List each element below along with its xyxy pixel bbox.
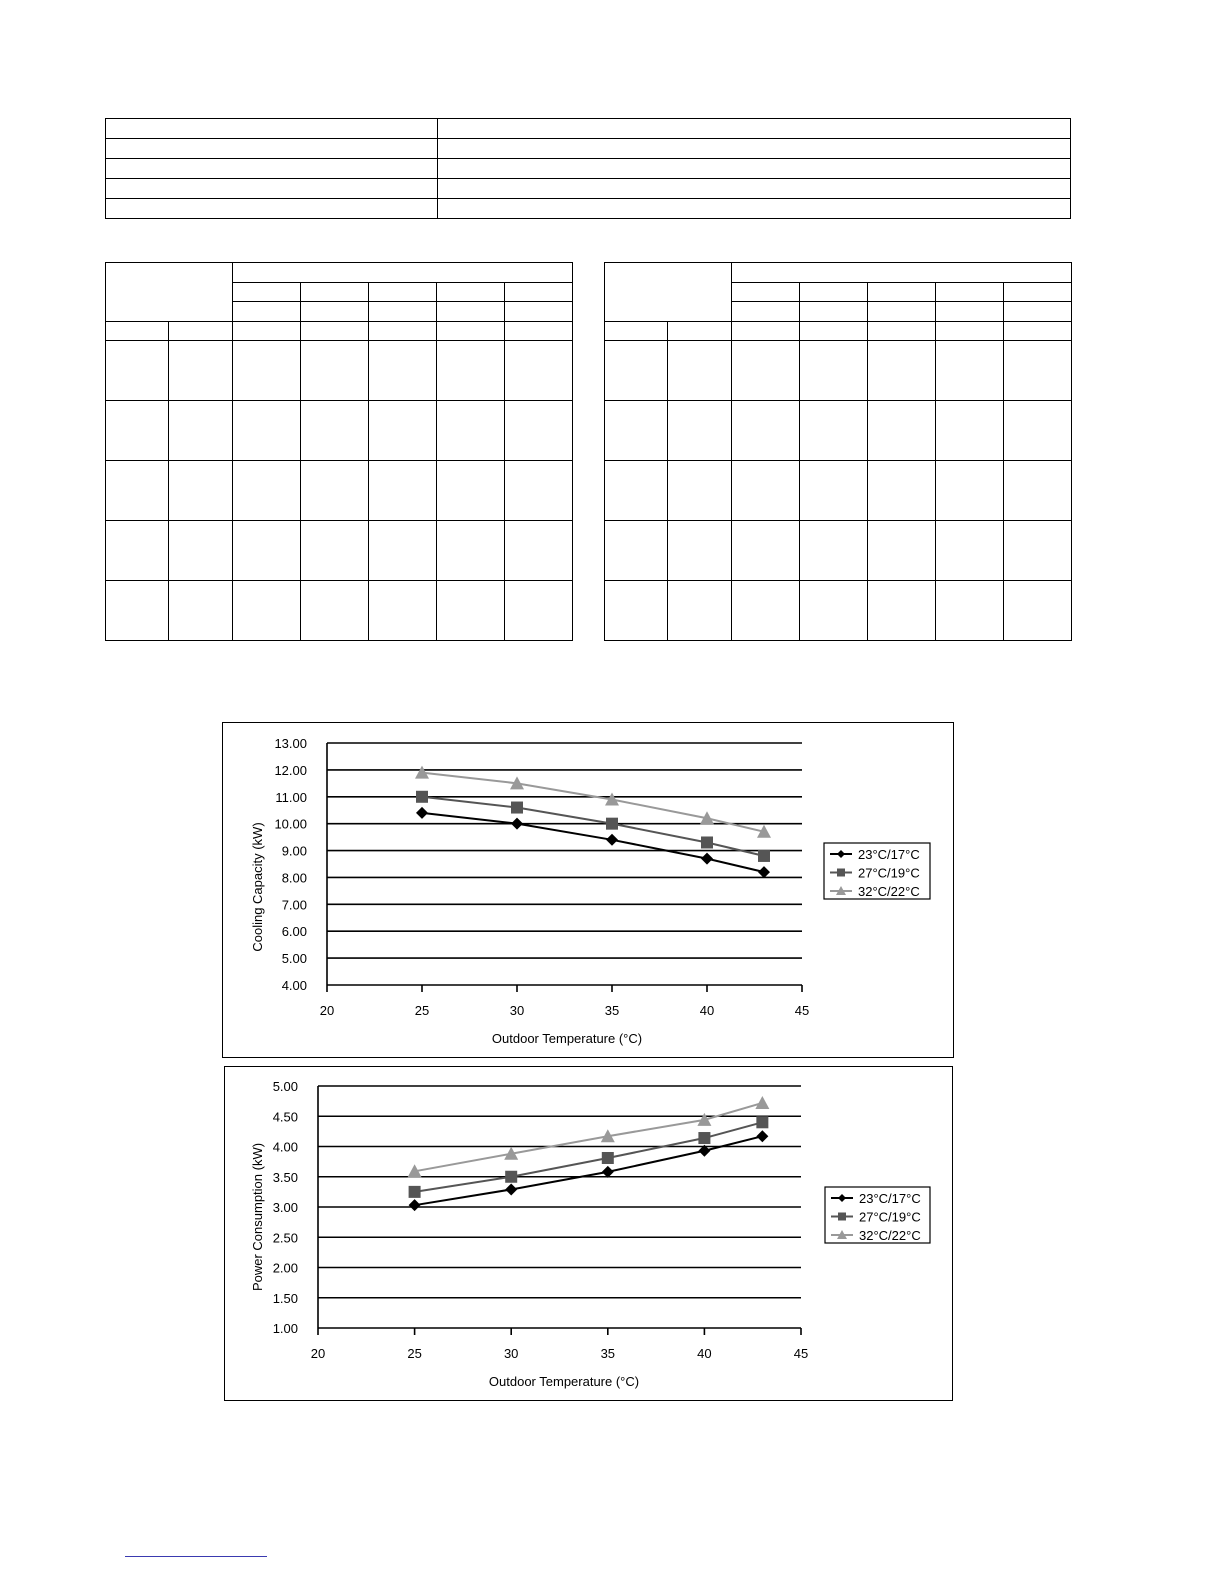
table-cell xyxy=(505,521,573,581)
data-point xyxy=(701,853,713,865)
power-consumption-plot xyxy=(225,1067,952,1400)
y-tick-label: 13.00 xyxy=(274,736,307,751)
x-tick-label: 25 xyxy=(414,1003,430,1018)
table-cell xyxy=(605,581,668,641)
table-cell xyxy=(732,461,800,521)
data-point xyxy=(606,834,618,846)
x-tick-label: 35 xyxy=(600,1346,616,1361)
y-axis-label: Cooling Capacity (kW) xyxy=(250,822,265,952)
table-cell xyxy=(868,581,936,641)
x-tick-label: 45 xyxy=(794,1003,810,1018)
table-cell xyxy=(106,401,169,461)
table-cell xyxy=(438,119,1071,139)
cooling-capacity-chart xyxy=(222,722,954,1058)
performance-table-right xyxy=(604,262,1072,641)
y-tick-label: 12.00 xyxy=(274,762,307,778)
table-row xyxy=(106,199,1071,219)
table-cell xyxy=(800,461,868,521)
table-cell xyxy=(369,341,437,401)
table-cell xyxy=(369,302,437,322)
power-consumption-chart xyxy=(224,1066,953,1401)
table-cell xyxy=(437,341,505,401)
legend-label: 27°C/19°C xyxy=(858,865,920,881)
table-cell xyxy=(169,521,233,581)
x-tick-label: 30 xyxy=(509,1003,525,1018)
table-cell xyxy=(800,302,868,322)
spec-table xyxy=(105,118,1071,219)
table-cell xyxy=(505,581,573,641)
legend-label: 23°C/17°C xyxy=(859,1191,921,1206)
table-cell xyxy=(668,521,732,581)
table-cell xyxy=(169,461,233,521)
table-row xyxy=(106,461,573,521)
y-tick-label: 8.00 xyxy=(281,870,307,886)
y-tick-label: 5.00 xyxy=(281,951,307,967)
y-tick-label: 6.00 xyxy=(281,924,307,940)
y-tick-label: 11.00 xyxy=(275,789,307,805)
table-row xyxy=(106,263,573,283)
table-cell xyxy=(868,283,936,302)
table-cell xyxy=(106,322,169,341)
table-row xyxy=(605,401,1072,461)
data-point xyxy=(758,866,770,878)
y-tick-label: 3.50 xyxy=(272,1169,298,1185)
table-cell xyxy=(668,461,732,521)
legend-marker xyxy=(837,869,845,877)
table-cell xyxy=(868,341,936,401)
table-row xyxy=(605,341,1072,401)
table-cell xyxy=(1004,302,1072,322)
data-point xyxy=(511,818,523,830)
table-cell xyxy=(106,521,169,581)
table-cell xyxy=(233,521,301,581)
table-cell xyxy=(868,461,936,521)
table-cell xyxy=(301,322,369,341)
table-cell xyxy=(800,581,868,641)
legend-label: 32°C/22°C xyxy=(858,884,920,899)
table-cell xyxy=(1004,341,1072,401)
table-cell xyxy=(369,461,437,521)
y-tick-label: 7.00 xyxy=(281,897,307,913)
table-cell xyxy=(233,581,301,641)
data-point xyxy=(756,1116,768,1128)
table-cell xyxy=(438,159,1071,179)
table-cell xyxy=(301,401,369,461)
data-point xyxy=(416,791,428,803)
table-cell xyxy=(668,341,732,401)
table-cell xyxy=(505,401,573,461)
table-cell xyxy=(800,401,868,461)
x-tick-label: 45 xyxy=(793,1346,809,1361)
table-cell xyxy=(106,199,438,219)
table-cell xyxy=(437,581,505,641)
table-cell xyxy=(800,283,868,302)
table-cell xyxy=(369,322,437,341)
table-cell xyxy=(1004,401,1072,461)
table-row xyxy=(605,581,1072,641)
y-axis-label: Power Consumption (kW) xyxy=(250,1142,265,1292)
table-row xyxy=(106,179,1071,199)
legend-label: 27°C/19°C xyxy=(859,1209,921,1225)
data-point xyxy=(505,1171,517,1183)
table-cell xyxy=(233,401,301,461)
table-cell xyxy=(800,322,868,341)
table-cell xyxy=(732,581,800,641)
table-cell xyxy=(369,521,437,581)
data-point xyxy=(415,766,429,779)
table-cell xyxy=(233,263,573,283)
table-cell xyxy=(732,263,1072,283)
table-cell xyxy=(505,461,573,521)
x-tick-label: 35 xyxy=(604,1003,620,1018)
table-cell xyxy=(233,322,301,341)
x-tick-label: 20 xyxy=(310,1346,326,1361)
table-cell xyxy=(233,461,301,521)
table-cell xyxy=(505,322,573,341)
data-point xyxy=(698,1132,710,1144)
table-row xyxy=(605,322,1072,341)
table-cell xyxy=(936,341,1004,401)
table-cell xyxy=(936,461,1004,521)
y-tick-label: 10.00 xyxy=(274,816,307,832)
x-axis-label: Outdoor Temperature (°C) xyxy=(491,1031,643,1046)
data-point xyxy=(756,1130,768,1142)
table-row xyxy=(106,159,1071,179)
table-cell xyxy=(936,283,1004,302)
y-tick-label: 3.00 xyxy=(272,1200,298,1215)
table-row xyxy=(605,461,1072,521)
table-row xyxy=(106,581,573,641)
x-tick-label: 30 xyxy=(503,1346,519,1361)
table-cell xyxy=(1004,322,1072,341)
x-tick-label: 20 xyxy=(319,1003,335,1018)
table-cell xyxy=(106,263,233,322)
table-cell xyxy=(233,283,301,302)
table-cell xyxy=(732,401,800,461)
table-cell xyxy=(1004,461,1072,521)
table-cell xyxy=(936,581,1004,641)
table-cell xyxy=(868,521,936,581)
table-row xyxy=(106,139,1071,159)
table-row xyxy=(605,521,1072,581)
table-cell xyxy=(868,302,936,322)
table-cell xyxy=(301,461,369,521)
y-tick-label: 4.00 xyxy=(281,978,307,993)
table-cell xyxy=(605,263,732,322)
table-cell xyxy=(369,401,437,461)
table-cell xyxy=(169,401,233,461)
table-cell xyxy=(169,581,233,641)
table-cell xyxy=(106,341,169,401)
table-cell xyxy=(106,119,438,139)
y-tick-label: 1.50 xyxy=(272,1290,298,1306)
cooling-capacity-plot xyxy=(223,723,953,1057)
table-cell xyxy=(233,302,301,322)
table-cell xyxy=(936,302,1004,322)
y-tick-label: 9.00 xyxy=(281,843,307,859)
table-cell xyxy=(732,341,800,401)
data-point xyxy=(409,1199,421,1211)
table-cell xyxy=(605,322,668,341)
table-cell xyxy=(1004,581,1072,641)
x-tick-label: 40 xyxy=(699,1003,715,1018)
table-row xyxy=(106,119,1071,139)
table-cell xyxy=(800,521,868,581)
table-cell xyxy=(936,401,1004,461)
table-cell xyxy=(800,341,868,401)
y-tick-label: 4.00 xyxy=(272,1139,298,1155)
data-point xyxy=(409,1186,421,1198)
data-point xyxy=(416,807,428,819)
table-cell xyxy=(169,341,233,401)
table-cell xyxy=(106,139,438,159)
table-cell xyxy=(505,341,573,401)
table-row xyxy=(106,521,573,581)
table-cell xyxy=(505,302,573,322)
table-cell xyxy=(301,341,369,401)
table-cell xyxy=(169,322,233,341)
table-cell xyxy=(437,283,505,302)
table-cell xyxy=(301,302,369,322)
table-cell xyxy=(732,283,800,302)
y-tick-label: 2.00 xyxy=(272,1260,298,1276)
table-cell xyxy=(106,179,438,199)
table-row xyxy=(106,341,573,401)
table-cell xyxy=(505,283,573,302)
data-point xyxy=(606,818,618,830)
x-tick-label: 40 xyxy=(697,1346,712,1361)
table-cell xyxy=(437,521,505,581)
table-row xyxy=(605,263,1072,283)
y-tick-label: 5.00 xyxy=(272,1079,298,1094)
table-cell xyxy=(438,139,1071,159)
table-cell xyxy=(106,159,438,179)
table-cell xyxy=(437,302,505,322)
table-cell xyxy=(732,302,800,322)
table-cell xyxy=(438,179,1071,199)
table-cell xyxy=(438,199,1071,219)
data-point xyxy=(505,1183,517,1195)
table-cell xyxy=(668,322,732,341)
data-point xyxy=(755,1096,769,1109)
legend-label: 32°C/22°C xyxy=(859,1228,921,1243)
legend-marker xyxy=(838,1213,846,1221)
table-cell xyxy=(605,341,668,401)
table-cell xyxy=(437,322,505,341)
table-cell xyxy=(868,401,936,461)
data-point xyxy=(511,802,523,814)
table-cell xyxy=(868,322,936,341)
table-cell xyxy=(301,521,369,581)
table-cell xyxy=(106,581,169,641)
table-cell xyxy=(233,341,301,401)
footer-link-underline xyxy=(125,1556,267,1557)
table-cell xyxy=(668,401,732,461)
y-tick-label: 4.50 xyxy=(272,1109,298,1125)
table-cell xyxy=(732,322,800,341)
table-cell xyxy=(605,401,668,461)
table-cell xyxy=(369,283,437,302)
y-tick-label: 2.50 xyxy=(272,1230,298,1246)
table-cell xyxy=(605,521,668,581)
table-cell xyxy=(437,401,505,461)
table-cell xyxy=(732,521,800,581)
table-cell xyxy=(369,581,437,641)
x-axis-label: Outdoor Temperature (°C) xyxy=(488,1374,640,1389)
table-cell xyxy=(1004,521,1072,581)
table-cell xyxy=(437,461,505,521)
legend-label: 23°C/17°C xyxy=(858,847,920,862)
table-cell xyxy=(936,322,1004,341)
data-point xyxy=(602,1152,614,1164)
table-cell xyxy=(1004,283,1072,302)
table-row xyxy=(106,322,573,341)
x-tick-label: 25 xyxy=(407,1346,422,1361)
table-cell xyxy=(668,581,732,641)
data-point xyxy=(701,836,713,848)
table-cell xyxy=(605,461,668,521)
data-point xyxy=(758,850,770,862)
table-cell xyxy=(936,521,1004,581)
table-cell xyxy=(301,581,369,641)
table-cell xyxy=(106,461,169,521)
performance-table-left xyxy=(105,262,573,641)
table-cell xyxy=(301,283,369,302)
y-tick-label: 1.00 xyxy=(272,1321,298,1336)
table-row xyxy=(106,401,573,461)
